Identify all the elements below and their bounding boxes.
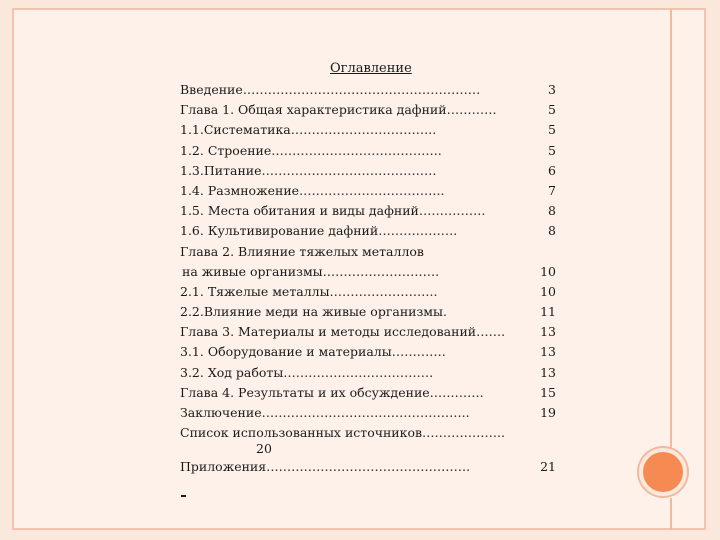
toc-entry-3-2 — [180, 363, 560, 383]
toc-entry-chapter-1 — [180, 100, 560, 120]
toc-entry-page: 5 — [548, 122, 556, 138]
toc-entry-text: Введение………………………………………………… — [180, 82, 481, 97]
toc-entry-text: 2.2.Влияние меди на живые организмы. — [180, 304, 447, 320]
toc-entry-1-4 — [180, 181, 560, 201]
toc-entry-text: 3.2. Ход работы……………………………… — [180, 364, 434, 380]
toc-entry-page: 11 — [540, 304, 556, 320]
toc-entry-text: 2.1. Тяжелые металлы…………………….. — [180, 283, 438, 299]
toc-entry-text: Заключение………………………………………….. — [180, 405, 470, 420]
toc-entry-text: 1.2. Строение………………………………….. — [180, 142, 442, 158]
toc-entry-page: 7 — [548, 182, 556, 198]
toc-entry-appendix — [180, 457, 560, 477]
accent-line-bottom — [670, 498, 672, 530]
toc-entry-text: 1.6. Культивирование дафний………………. — [180, 223, 458, 239]
dash-mark — [181, 495, 186, 497]
toc-entry-1-2 — [180, 141, 560, 161]
toc-entry-introduction — [180, 80, 560, 100]
toc-entry-chapter-2-cont — [180, 262, 560, 282]
toc-entry-text: Глава 4. Результаты и их обсуждение…………. — [180, 384, 484, 400]
toc-entry-page: 13 — [540, 364, 556, 380]
toc-entry-conclusion — [180, 403, 560, 423]
toc-entry-chapter-3 — [180, 322, 560, 342]
toc-entry-3-1 — [180, 342, 560, 362]
toc-entry-text: Приложения…………………………………………. — [180, 459, 471, 475]
toc-entry-page: 6 — [548, 162, 556, 178]
toc-entry-2-1 — [180, 282, 560, 302]
toc-entry-text: Глава 2. Влияние тяжелых металлов — [180, 243, 424, 259]
toc-entry-text: Список использованных источников……………….. — [180, 425, 505, 441]
toc-entry-page: 8 — [548, 203, 556, 219]
toc-entry-1-1 — [180, 120, 560, 140]
toc-entry-page: 13 — [540, 344, 556, 360]
toc-entry-text: Глава 1. Общая характеристика дафний………… — [180, 102, 497, 118]
toc-entry-page: 13 — [540, 324, 556, 340]
toc-entry-text: Глава 3. Материалы и методы исследований……. — [180, 324, 506, 340]
toc-entry-text: 1.3.Питание…………………………………… — [180, 162, 437, 178]
toc-entry-1-3 — [180, 161, 560, 181]
toc-entry-text: на живые организмы………………………. — [182, 263, 440, 279]
toc-entry-chapter-4 — [180, 383, 560, 403]
toc-entry-page: 8 — [548, 223, 556, 239]
toc-entry-chapter-2 — [180, 242, 560, 262]
toc-entry-page: 5 — [548, 102, 556, 118]
toc-entry-page: 15 — [540, 384, 556, 400]
toc-entry-references-page — [180, 443, 560, 457]
toc-entry-page: 10 — [540, 263, 556, 279]
toc-entry-text: 1.5. Места обитания и виды дафний……………. — [180, 203, 486, 219]
toc-entry-page: 5 — [548, 142, 556, 158]
toc-entry-1-5 — [180, 201, 560, 221]
toc-entry-page: 10 — [540, 283, 556, 299]
toc-entry-references — [180, 423, 560, 443]
toc-entry-text: 20 — [256, 441, 272, 457]
accent-line-top — [670, 10, 672, 448]
toc-entry-text: 3.1. Оборудование и материалы…………. — [180, 344, 446, 360]
toc-entry-text: 1.1.Систематика…………………………….. — [180, 122, 437, 138]
accent-circle — [639, 448, 687, 496]
toc-entry-text: 1.4. Размножение…………………………….. — [180, 182, 445, 198]
toc-entry-page: 3 — [548, 82, 556, 97]
toc-entry-page: 19 — [540, 405, 556, 420]
table-of-contents — [180, 80, 560, 478]
document-title: Оглавление — [330, 61, 412, 76]
toc-entry-2-2 — [180, 302, 560, 322]
toc-entry-page: 21 — [540, 459, 556, 475]
toc-entry-1-6 — [180, 221, 560, 241]
